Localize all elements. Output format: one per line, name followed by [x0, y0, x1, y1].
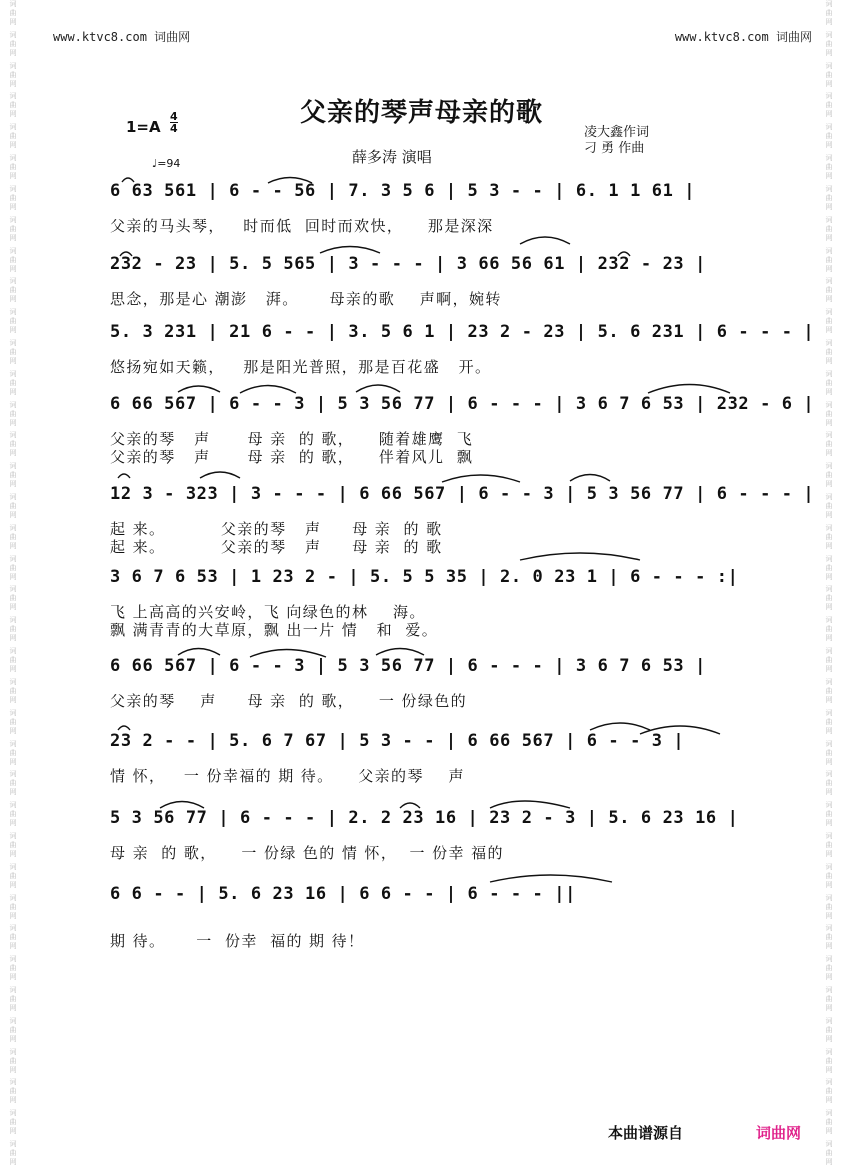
slur — [490, 801, 570, 808]
watermark-glyph: 词 — [825, 246, 833, 255]
watermark-glyph: 曲 — [9, 286, 17, 295]
time-signature — [170, 111, 178, 134]
watermark-glyph: 词 — [825, 862, 833, 871]
notation-line: 12 3 - 323 | 3 - - - | 6 66 567 | 6 - - 3 | 5 3 56 77 | 6 - - - | — [110, 484, 815, 504]
watermark-glyph: 曲 — [9, 686, 17, 695]
watermark-glyph: 曲 — [825, 255, 833, 264]
watermark-glyph: 曲 — [825, 840, 833, 849]
watermark-glyph: 词 — [825, 523, 833, 532]
watermark-glyph: 网 — [825, 788, 833, 797]
watermark-glyph: 词 — [825, 770, 833, 779]
lyric-line: 起 来。 父亲的琴 声 母 亲 的 歌 — [110, 520, 443, 538]
watermark-glyph: 网 — [9, 233, 17, 242]
tempo-marking: ♩=94 — [152, 157, 181, 170]
watermark-glyph: 网 — [9, 1065, 17, 1074]
watermark-glyph: 曲 — [9, 625, 17, 634]
watermark-glyph: 网 — [825, 141, 833, 150]
header-left-site-name: 词曲网 — [154, 30, 191, 44]
watermark-glyph: 网 — [825, 1096, 833, 1105]
watermark-glyph: 词 — [825, 0, 833, 8]
watermark-glyph: 词 — [9, 708, 17, 717]
watermark-glyph: 词 — [825, 123, 833, 132]
lyric-line: 父亲的琴 声 母 亲 的 歌， 伴着风儿 飘 — [110, 448, 474, 466]
watermark-glyph: 词 — [9, 677, 17, 686]
song-title: 父亲的琴声母亲的歌 — [300, 98, 544, 128]
watermark-glyph: 曲 — [9, 1149, 17, 1158]
watermark-glyph: 网 — [825, 726, 833, 735]
watermark-glyph: 词 — [825, 955, 833, 964]
watermark-glyph: 网 — [9, 572, 17, 581]
watermark-glyph: 词 — [9, 369, 17, 378]
watermark-glyph: 曲 — [825, 717, 833, 726]
watermark-glyph: 曲 — [9, 840, 17, 849]
watermark-glyph: 网 — [825, 356, 833, 365]
watermark-glyph: 词 — [9, 123, 17, 132]
slur — [118, 474, 130, 478]
watermark-glyph: 曲 — [9, 748, 17, 757]
watermark-glyph: 曲 — [9, 995, 17, 1003]
notation-line: 23 2 - - | 5. 6 7 67 | 5 3 - - | 6 66 567 | 6 - - 3 | — [110, 731, 685, 751]
watermark-glyph: 曲 — [825, 70, 833, 79]
watermark-glyph: 网 — [9, 1158, 17, 1167]
composer-credit: 刁 勇 作曲 — [584, 141, 645, 156]
slur — [178, 386, 220, 392]
watermark-glyph: 网 — [9, 295, 17, 304]
watermark-glyph: 词 — [825, 1140, 833, 1149]
watermark-glyph: 曲 — [9, 902, 17, 911]
watermark-glyph: 网 — [825, 1127, 833, 1136]
watermark-glyph: 曲 — [825, 193, 833, 202]
watermark-glyph: 词 — [825, 308, 833, 317]
watermark-glyph: 曲 — [825, 810, 833, 819]
watermark-glyph: 词 — [825, 493, 833, 501]
watermark-glyph: 曲 — [825, 686, 833, 695]
watermark-glyph: 网 — [9, 973, 17, 982]
watermark-glyph: 网 — [9, 387, 17, 396]
footer-source-label: 本曲谱源自 — [608, 1124, 684, 1142]
watermark-glyph: 曲 — [825, 286, 833, 295]
singer-credit: 薛多涛 演唱 — [352, 148, 432, 166]
watermark-glyph: 曲 — [9, 563, 17, 572]
notation-line: 6 66 567 | 6 - - 3 | 5 3 56 77 | 6 - - - | 3 6 7 6 53 | 232 - 6 | — [110, 394, 815, 414]
watermark-glyph: 网 — [825, 387, 833, 396]
watermark-glyph: 网 — [825, 880, 833, 889]
watermark-glyph: 曲 — [825, 748, 833, 757]
footer-source-site-link[interactable]: 词曲网 — [756, 1124, 802, 1142]
watermark-glyph: 词 — [825, 400, 833, 409]
watermark-glyph: 词 — [825, 708, 833, 717]
watermark-glyph: 词 — [9, 739, 17, 748]
key-signature: 1=A — [126, 118, 161, 136]
watermark-glyph: 网 — [9, 418, 17, 427]
watermark-glyph: 曲 — [9, 317, 17, 326]
watermark-glyph: 词 — [9, 431, 17, 440]
watermark-glyph: 网 — [825, 48, 833, 57]
watermark-glyph: 曲 — [825, 378, 833, 387]
watermark-glyph: 词 — [825, 801, 833, 810]
watermark-glyph: 词 — [9, 246, 17, 255]
lyricist-credit: 凌大鑫作词 — [584, 125, 650, 140]
watermark-glyph: 曲 — [825, 502, 833, 510]
watermark-glyph: 网 — [825, 603, 833, 612]
watermark-glyph: 网 — [825, 541, 833, 550]
watermark-glyph: 词 — [9, 924, 17, 933]
watermark-glyph: 曲 — [825, 224, 833, 233]
watermark-glyph: 网 — [825, 1034, 833, 1043]
watermark-glyph: 词 — [825, 986, 833, 994]
watermark-glyph: 网 — [825, 18, 833, 26]
slur — [356, 385, 400, 392]
watermark-glyph: 网 — [9, 264, 17, 273]
watermark-glyph: 网 — [825, 1065, 833, 1074]
watermark-glyph: 曲 — [825, 902, 833, 911]
lyric-line: 悠扬宛如天籁， 那是阳光普照，那是百花盛 开。 — [110, 358, 492, 376]
watermark-glyph: 词 — [9, 1140, 17, 1149]
watermark-glyph: 曲 — [825, 871, 833, 880]
slur — [200, 472, 240, 478]
watermark-glyph: 曲 — [9, 871, 17, 880]
watermark-glyph: 词 — [9, 862, 17, 871]
watermark-glyph: 曲 — [9, 255, 17, 264]
watermark-glyph: 网 — [825, 110, 833, 119]
watermark-glyph: 曲 — [9, 502, 17, 510]
watermark-glyph: 网 — [825, 665, 833, 674]
watermark-glyph: 词 — [9, 400, 17, 409]
slur — [590, 723, 650, 730]
watermark-glyph: 词 — [825, 1078, 833, 1087]
watermark-glyph: 网 — [825, 202, 833, 211]
watermark-glyph: 词 — [825, 1016, 833, 1025]
watermark-glyph: 曲 — [9, 656, 17, 665]
watermark-glyph: 词 — [9, 215, 17, 224]
lyric-line: 情 怀， 一 份幸福的 期 待。 父亲的琴 声 — [110, 767, 465, 785]
watermark-glyph: 网 — [825, 634, 833, 643]
watermark-glyph: 网 — [9, 1096, 17, 1105]
watermark-glyph: 词 — [9, 1016, 17, 1025]
watermark-glyph: 曲 — [9, 717, 17, 726]
watermark-glyph: 曲 — [9, 347, 17, 356]
watermark-glyph: 网 — [9, 788, 17, 797]
watermark-glyph: 网 — [9, 1127, 17, 1136]
watermark-glyph: 词 — [825, 893, 833, 902]
watermark-glyph: 曲 — [825, 563, 833, 572]
watermark-glyph: 网 — [9, 511, 17, 519]
watermark-glyph: 网 — [825, 911, 833, 920]
watermark-glyph: 词 — [9, 955, 17, 964]
header-right-url[interactable]: www.ktvc8.com — [674, 30, 769, 44]
watermark-glyph: 词 — [9, 1109, 17, 1118]
watermark-glyph: 网 — [9, 634, 17, 643]
slur — [376, 649, 424, 656]
watermark-glyph: 网 — [9, 1034, 17, 1043]
watermark-glyph: 词 — [9, 585, 17, 594]
lyric-line: 飞 上高高的兴安岭，飞 向绿色的林 海。 — [110, 603, 426, 621]
watermark-glyph: 曲 — [825, 347, 833, 356]
watermark-glyph: 网 — [9, 1004, 17, 1012]
watermark-glyph: 网 — [9, 172, 17, 181]
notation-line: 6 66 567 | 6 - - 3 | 5 3 56 77 | 6 - - - | 3 6 7 6 53 | — [110, 656, 706, 676]
watermark-glyph: 曲 — [825, 163, 833, 172]
watermark-glyph: 网 — [9, 819, 17, 828]
watermark-glyph: 曲 — [9, 810, 17, 819]
lyric-line: 父亲的琴 声 母 亲 的 歌， 随着雄鹰 飞 — [110, 430, 474, 448]
watermark-glyph: 词 — [9, 523, 17, 532]
watermark-glyph: 词 — [9, 801, 17, 810]
watermark-glyph: 曲 — [825, 656, 833, 665]
watermark-glyph: 网 — [9, 726, 17, 735]
watermark-glyph: 曲 — [9, 440, 17, 449]
watermark-glyph: 曲 — [9, 964, 17, 973]
watermark-glyph: 词 — [825, 1109, 833, 1118]
watermark-glyph: 曲 — [825, 779, 833, 788]
watermark-glyph: 网 — [825, 572, 833, 581]
watermark-glyph: 曲 — [9, 39, 17, 48]
slur — [490, 875, 612, 882]
watermark-glyph: 网 — [825, 942, 833, 951]
watermark-glyph: 网 — [825, 326, 833, 335]
notation-line: 232 - 23 | 5. 5 565 | 3 - - - | 3 66 56 61 | 232 - 23 | — [110, 254, 706, 274]
watermark-glyph: 网 — [825, 1158, 833, 1167]
watermark-glyph: 曲 — [9, 1087, 17, 1096]
watermark-glyph: 曲 — [825, 39, 833, 48]
watermark-glyph: 词 — [9, 308, 17, 317]
watermark-glyph: 词 — [9, 554, 17, 563]
watermark-glyph: 曲 — [825, 132, 833, 141]
watermark-glyph: 网 — [9, 695, 17, 704]
watermark-glyph: 词 — [825, 585, 833, 594]
watermark-glyph: 词 — [825, 831, 833, 840]
watermark-glyph: 词 — [825, 215, 833, 224]
watermark-glyph: 网 — [9, 849, 17, 858]
watermark-glyph: 曲 — [9, 70, 17, 79]
header-right[interactable] — [675, 28, 812, 45]
watermark-glyph: 词 — [9, 770, 17, 779]
watermark-glyph: 曲 — [825, 1118, 833, 1127]
watermark-glyph: 词 — [825, 677, 833, 686]
watermark-glyph: 词 — [825, 61, 833, 70]
watermark-glyph: 曲 — [825, 440, 833, 449]
watermark-glyph: 词 — [825, 647, 833, 656]
watermark-glyph: 词 — [825, 92, 833, 101]
watermark-glyph: 曲 — [825, 317, 833, 326]
watermark-glyph: 词 — [825, 739, 833, 748]
notation-line: 3 6 7 6 53 | 1 23 2 - | 5. 5 5 35 | 2. 0 23 1 | 6 - - - :| — [110, 567, 739, 587]
watermark-glyph: 曲 — [9, 1118, 17, 1127]
watermark-glyph: 词 — [9, 184, 17, 193]
slur — [320, 247, 380, 254]
watermark-glyph: 曲 — [9, 101, 17, 110]
watermark-glyph: 词 — [825, 462, 833, 471]
watermark-glyph: 网 — [9, 880, 17, 889]
watermark-glyph: 曲 — [9, 224, 17, 233]
header-left[interactable] — [53, 28, 190, 45]
watermark-glyph: 曲 — [825, 1025, 833, 1034]
watermark-glyph: 网 — [825, 264, 833, 273]
watermark-glyph: 网 — [9, 911, 17, 920]
watermark-glyph: 词 — [825, 30, 833, 39]
watermark-glyph: 曲 — [825, 532, 833, 541]
watermark-glyph: 网 — [9, 18, 17, 26]
watermark-glyph: 曲 — [9, 1056, 17, 1065]
notation-line: 6 6 - - | 5. 6 23 16 | 6 6 - - | 6 - - - || — [110, 884, 576, 904]
watermark-glyph: 网 — [825, 449, 833, 458]
header-left-url[interactable]: www.ktvc8.com — [53, 30, 147, 44]
watermark-glyph: 词 — [9, 1078, 17, 1087]
watermark-glyph: 曲 — [825, 995, 833, 1003]
watermark-glyph: 网 — [825, 819, 833, 828]
right-watermark-strip — [818, 0, 840, 1171]
watermark-glyph: 网 — [9, 665, 17, 674]
notation-line: 5. 3 231 | 21 6 - - | 3. 5 6 1 | 23 2 - 23 | 5. 6 231 | 6 - - - | — [110, 322, 815, 342]
watermark-glyph: 曲 — [825, 1056, 833, 1065]
watermark-glyph: 曲 — [9, 594, 17, 603]
watermark-glyph: 曲 — [9, 779, 17, 788]
watermark-glyph: 曲 — [825, 101, 833, 110]
watermark-glyph: 词 — [825, 338, 833, 347]
lyric-line: 起 来。 父亲的琴 声 母 亲 的 歌 — [110, 538, 443, 556]
watermark-glyph: 网 — [9, 79, 17, 88]
slur — [178, 649, 220, 656]
watermark-glyph: 词 — [9, 493, 17, 501]
watermark-glyph: 曲 — [825, 964, 833, 973]
slur — [240, 386, 296, 394]
watermark-glyph: 词 — [825, 369, 833, 378]
watermark-glyph: 词 — [9, 338, 17, 347]
watermark-glyph: 词 — [9, 154, 17, 163]
watermark-glyph: 曲 — [9, 471, 17, 480]
watermark-glyph: 网 — [825, 757, 833, 766]
lyric-line: 思念，那是心 潮澎 湃。 母亲的歌 声啊，婉转 — [110, 290, 502, 308]
watermark-glyph: 词 — [825, 431, 833, 440]
watermark-glyph: 网 — [825, 1004, 833, 1012]
watermark-glyph: 网 — [9, 757, 17, 766]
watermark-glyph: 网 — [9, 202, 17, 211]
watermark-glyph: 曲 — [9, 532, 17, 541]
watermark-glyph: 词 — [9, 30, 17, 39]
watermark-glyph: 曲 — [9, 163, 17, 172]
lyric-line: 飘 满青青的大草原，飘 出一片 情 和 爱。 — [110, 621, 439, 639]
watermark-glyph: 网 — [825, 295, 833, 304]
watermark-glyph: 网 — [9, 326, 17, 335]
watermark-glyph: 词 — [9, 831, 17, 840]
watermark-glyph: 词 — [825, 616, 833, 625]
watermark-glyph: 词 — [9, 61, 17, 70]
header-right-site-name: 词曲网 — [775, 30, 812, 44]
watermark-glyph: 曲 — [825, 1087, 833, 1096]
watermark-glyph: 曲 — [9, 933, 17, 942]
watermark-glyph: 网 — [825, 973, 833, 982]
watermark-glyph: 词 — [9, 0, 17, 8]
watermark-glyph: 曲 — [9, 132, 17, 141]
watermark-glyph: 词 — [9, 462, 17, 471]
watermark-glyph: 网 — [825, 695, 833, 704]
watermark-glyph: 曲 — [825, 594, 833, 603]
time-signature-bottom: 4 — [170, 122, 178, 135]
left-watermark-strip — [2, 0, 24, 1171]
watermark-glyph: 曲 — [9, 193, 17, 202]
slur — [442, 475, 520, 482]
lyric-line: 父亲的琴 声 母 亲 的 歌， 一 份绿色的 — [110, 692, 468, 710]
slur — [648, 385, 730, 394]
lyric-line: 父亲的马头琴， 时而低 回时而欢快， 那是深深 — [110, 217, 494, 235]
watermark-glyph: 网 — [9, 449, 17, 458]
watermark-glyph: 词 — [9, 647, 17, 656]
watermark-glyph: 网 — [825, 418, 833, 427]
watermark-glyph: 曲 — [825, 625, 833, 634]
lyric-line: 母 亲 的 歌， 一 份绿 色的 情 怀， 一 份幸 福的 — [110, 844, 504, 862]
watermark-glyph: 词 — [825, 1047, 833, 1056]
watermark-glyph: 曲 — [825, 1149, 833, 1158]
watermark-glyph: 词 — [9, 986, 17, 994]
watermark-glyph: 词 — [9, 277, 17, 286]
watermark-glyph: 词 — [9, 92, 17, 101]
watermark-glyph: 词 — [9, 893, 17, 902]
watermark-glyph: 网 — [9, 480, 17, 489]
slur — [118, 726, 130, 730]
watermark-glyph: 网 — [9, 603, 17, 612]
slur — [570, 475, 610, 482]
watermark-glyph: 网 — [9, 942, 17, 951]
notation-line: 6 63 561 | 6 - - 56 | 7. 3 5 6 | 5 3 - - | 6. 1 1 61 | — [110, 181, 696, 201]
watermark-glyph: 曲 — [825, 933, 833, 942]
watermark-glyph: 词 — [825, 554, 833, 563]
watermark-glyph: 词 — [825, 184, 833, 193]
slur — [520, 237, 570, 244]
watermark-glyph: 网 — [825, 233, 833, 242]
watermark-glyph: 曲 — [9, 9, 17, 17]
watermark-glyph: 网 — [9, 48, 17, 57]
watermark-glyph: 网 — [825, 79, 833, 88]
notation-line: 5 3 56 77 | 6 - - - | 2. 2 23 16 | 23 2 - 3 | 5. 6 23 16 | — [110, 808, 739, 828]
watermark-glyph: 曲 — [9, 1025, 17, 1034]
lyric-line: 期 待。 一 份幸 福的 期 待！ — [110, 932, 365, 950]
watermark-glyph: 曲 — [825, 9, 833, 17]
watermark-glyph: 词 — [825, 154, 833, 163]
watermark-glyph: 曲 — [9, 409, 17, 418]
watermark-glyph: 网 — [825, 172, 833, 181]
watermark-glyph: 网 — [9, 141, 17, 150]
watermark-glyph: 曲 — [825, 409, 833, 418]
watermark-glyph: 网 — [9, 356, 17, 365]
watermark-glyph: 网 — [825, 480, 833, 489]
watermark-glyph: 网 — [9, 110, 17, 119]
watermark-glyph: 词 — [9, 616, 17, 625]
time-signature-top: 4 — [170, 110, 178, 123]
watermark-glyph: 词 — [825, 277, 833, 286]
watermark-glyph: 词 — [9, 1047, 17, 1056]
watermark-glyph: 词 — [825, 924, 833, 933]
watermark-glyph: 网 — [9, 541, 17, 550]
watermark-glyph: 网 — [825, 849, 833, 858]
watermark-glyph: 曲 — [825, 471, 833, 480]
watermark-glyph: 曲 — [9, 378, 17, 387]
watermark-glyph: 网 — [825, 511, 833, 519]
